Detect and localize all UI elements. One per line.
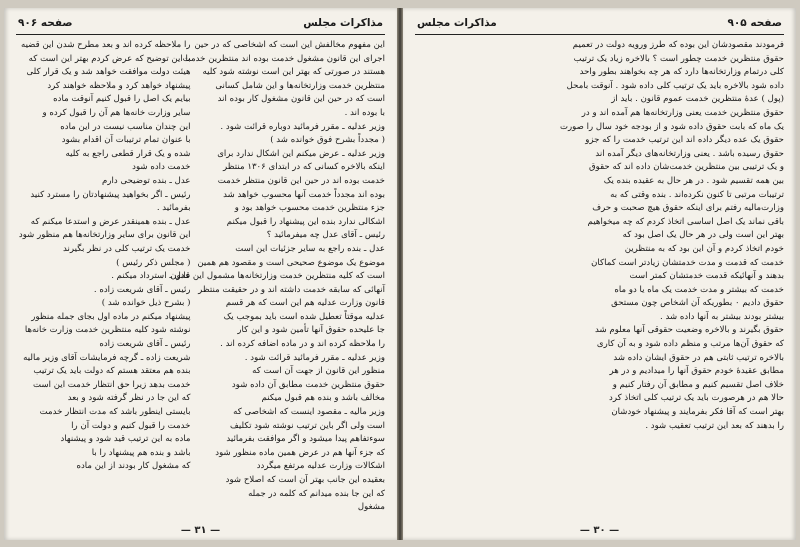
text-line: بهتر است که آقا فکر بفرمایند و پیشنهاد خودشان bbox=[611, 407, 784, 418]
text-line: شده و یک قرار قطعی راجع به کلیه bbox=[65, 148, 191, 159]
text-line: وزیر عدلیه ـ مقرر فرمائید قرائت شود . bbox=[244, 352, 385, 363]
left-page-number-label: صفحه ۹۰۶ bbox=[18, 17, 73, 29]
text-line: فرمودند مقصودشان این بوده که طرز ورویه دولت در تعمیم bbox=[572, 40, 784, 50]
left-page-running-title: مذاکرات مجلس bbox=[303, 17, 383, 29]
text-line: سایر وزارت خانه‌ها هم آن را قبول کرده و bbox=[42, 107, 191, 118]
text-line: خدمت را قبول کنیم و دولت آن را bbox=[71, 420, 191, 431]
text-line: اشکالات وزارت عدلیه مرتفع میگردد bbox=[256, 461, 385, 472]
right-page-footer-number: — ۳۰ — bbox=[579, 525, 620, 536]
text-line: است که کلیه منتظرین خدمت وزارتخانه‌ها مشمول این قانون bbox=[170, 271, 385, 282]
text-line: عدل ـ بنده همینقدر عرض و استدعا میکنم که bbox=[30, 216, 191, 227]
text-line: بنده هم معتقد هستم که دولت باید یک ترتیب bbox=[33, 366, 191, 377]
text-line: وزارت‌مالیه رفتم برای اینکه حقوق هیچ صحبت و حرف bbox=[592, 203, 784, 214]
text-line: داده شود بالاخره باید یک ترتیب کلی داده شود . آنوقت بامحل bbox=[566, 80, 784, 91]
left-page bbox=[4, 8, 397, 540]
left-page-header bbox=[16, 14, 385, 35]
text-line: که این جا بنده میدانم که کلمه در جمله bbox=[248, 488, 385, 499]
text-line: اشکالی ندارد بنده این پیشنهاد را قبول میکنم bbox=[226, 216, 385, 227]
text-line: باقی نماند یک اصل اساسی اتخاذ کردم که چه میخواهیم bbox=[587, 216, 784, 227]
text-line: بهتر این است ولی در هر حال یک اصل بود که bbox=[622, 230, 784, 241]
text-line: با بوده اند . bbox=[344, 107, 385, 118]
text-line: هستند در صورتی که بهتر این است نوشته شود کلیه bbox=[202, 67, 385, 78]
text-line: حقوق دادیم ۰ بطوریکه آن اشخاص چون مستحق bbox=[611, 298, 784, 309]
right-page-text bbox=[415, 39, 784, 433]
text-line: بدهند و آنهائیکه قدمت خدمتشان کمتر است bbox=[629, 271, 784, 282]
text-line: این چندان مناسب نیست در این ماده bbox=[60, 121, 191, 132]
text-line: پیشنهاد خواهد کرد و ملاحظه خواهند کرد bbox=[47, 80, 191, 91]
text-line: را بدهند که بعد این ترتیب تعقیب شود . bbox=[645, 420, 784, 431]
text-line: حقوق منتظرین خدمت چطور است ؟ بالاخره زیاد یک ترتیب bbox=[573, 53, 784, 64]
text-line: یک ماه که بابت حقوق داده شود و از بودجه خود سال را صورت bbox=[559, 121, 784, 132]
text-line: خلاف اصل تقسیم کنیم و مطابق آن رفتار کنیم و bbox=[612, 379, 784, 390]
text-line: وزیر مالیه ـ مقصود اینست که اشخاصی که bbox=[233, 407, 385, 418]
text-line: رئیس ـ اگر بخواهید پیشنهادتان را مسترد کنید bbox=[30, 189, 191, 200]
text-line: پیشنهاد میکنم در ماده اول بجای جمله منظور bbox=[31, 311, 191, 322]
text-line: شریعت زاده ـ گرچه فرمایشات آقای وزیر مالیه bbox=[23, 352, 191, 363]
right-page bbox=[403, 8, 796, 540]
text-line: رئیس ـ آقای شریعت زاده . bbox=[93, 284, 191, 295]
text-line: خدمت که بیشتر و مدت خدمت یک ماه یا دو ماه bbox=[614, 284, 784, 295]
text-line: که این جا در نظر گرفته شود و بعد bbox=[67, 393, 191, 404]
text-line: آنهائی که سابقه خدمت داشته اند و در حقیقت منتظر bbox=[198, 284, 385, 295]
text-line: را ملاحظه کرده اند و بعد مطرح شدن این قضیه bbox=[20, 40, 191, 50]
text-line: با این توضیح که عرض کردم بهتر این است که bbox=[28, 53, 191, 64]
text-line: موضوع یک موضوع صحیحی است و مقصود هم همین bbox=[197, 257, 385, 268]
left-page-column-left bbox=[16, 39, 191, 515]
text-line: مطابق عقیدهٔ خودم حقوق آنها را میدادیم و در هر bbox=[609, 366, 784, 377]
text-line: رئیس ـ آقای شریعت زاده bbox=[99, 339, 191, 350]
text-line: خدمت که قدمت و مدت خدمتشان زیادتر است کماکان bbox=[591, 257, 784, 268]
text-line: بوده اند مجدداً خدمت آنها محسوب خواهد شد bbox=[223, 189, 385, 200]
text-line: اینکه بالاخره کسانی که در ابتدای ۱۳۰۶ منتظر bbox=[223, 162, 385, 173]
text-line: اجرای این قانون مشغول خدمت بوده اند منتظرین خدمت bbox=[182, 53, 385, 64]
right-page-number-label: صفحه ۹۰۵ bbox=[727, 17, 782, 29]
right-page-header bbox=[415, 14, 784, 35]
text-line: با عنوان تمام ترتیبات آن اقدام بشود bbox=[61, 135, 191, 146]
text-line: منظور این قانون از جهت آن است که bbox=[252, 366, 385, 377]
text-line: مشغول bbox=[357, 502, 385, 513]
text-line: بیشتر بودند بیشتر به آنها داده شد . bbox=[659, 311, 784, 322]
text-line: حقوق منتظرین خدمت یعنی وزارتخانه‌ها هم آمده اند و در bbox=[581, 107, 784, 118]
text-line: و یک ترتیبی بین منتظرین خدمت‌شان داده اند که حقوق bbox=[588, 162, 784, 173]
text-line: باشد و بنده هم پیشنهاد را با bbox=[91, 447, 191, 458]
text-line: بالاخره ترتیب ثابتی هم در حقوق ایشان داده شد bbox=[613, 352, 784, 363]
text-line: حقوق رسیده باشد . یعنی وزارتخانه‌های دیگر آمده اند bbox=[595, 148, 784, 159]
text-line: که حقوق آن‌ها مرتب و منظم داده شود و به آن کاری bbox=[596, 339, 784, 350]
text-line: هیئت دولت موافقت خواهد شد و یک قرار کلی bbox=[26, 67, 191, 78]
text-line: ( مجدداً بشرح فوق خوانده شد ) bbox=[270, 135, 385, 146]
text-line: منتظرین خدمت وزارتخانه‌ها و این شامل کسانی bbox=[215, 80, 385, 91]
text-line: ترتیبات مرتبی تا کنون نکرده‌اند . بنده وقتی که به bbox=[610, 189, 784, 200]
text-line: جزء منتظرین خدمت محسوب خواهد بود و bbox=[234, 203, 385, 214]
text-line: قانون وزارت عدلیه هم این است که هر قسم bbox=[225, 298, 385, 309]
text-line: بیایم یک اصل را قبول کنیم آنوقت ماده bbox=[53, 94, 191, 105]
text-line: وزیر عدلیه ـ مقرر فرمائید دوباره قرائت شود . bbox=[220, 121, 385, 132]
text-line: مخالف باشد و بنده هم قبول میکنم bbox=[261, 393, 385, 404]
text-line: است ولی اگر باین ترتیب نوشته شود تکلیف bbox=[230, 420, 385, 431]
text-line: بایستی اینطور باشد که مدت انتظار خدمت bbox=[39, 407, 191, 418]
text-line: عدل ـ بنده راجع به سایر جزئیات این است bbox=[235, 243, 385, 254]
text-line: است که در حین این قانون مشغول کار بوده اند bbox=[217, 94, 385, 105]
text-line: خدمت داده شود bbox=[132, 162, 191, 173]
text-line: خودم اتخاذ کردم و آن این بود که به منتظرین bbox=[624, 243, 784, 254]
text-line: این مفهوم مخالفش این است که اشخاصی که در حین bbox=[194, 40, 385, 50]
text-line: ( مجلس ذکر رئیس ) bbox=[116, 257, 191, 268]
text-line: حقوق منتظرین خدمت مطابق آن داده شود bbox=[231, 379, 385, 390]
text-line: (پول ) عدهٔ منتظرین خدمت عموم قانون . باید از bbox=[611, 94, 784, 105]
text-line: عدلیه موقتاً تعطیل شده است باید بموجب یک bbox=[223, 311, 385, 322]
text-line: بفرمائید . bbox=[156, 203, 191, 214]
text-line: سوءتفاهم پیدا میشود و اگر موافقت بفرمائید bbox=[226, 434, 385, 445]
text-line: که جزء آنها هم در عرض همین ماده منظور شود bbox=[215, 447, 385, 458]
text-line: وزیر عدلیه ـ عرض میکنم این اشکال ندارد برای bbox=[217, 148, 385, 159]
text-line: حقوق یک عده دیگر داده اند این ترتیب خدمت را که جزو bbox=[585, 135, 784, 146]
text-line: جا علیحده حقوق آنها تأمین شود و این کار bbox=[237, 325, 385, 336]
right-page-running-title: مذاکرات مجلس bbox=[417, 17, 497, 29]
left-page-footer-number: — ۳۱ — bbox=[180, 525, 221, 536]
text-line: ( بشرح ذیل خوانده شد ) bbox=[101, 298, 191, 309]
text-line: بعقیده این جانب بهتر آن است که اصلاح شود bbox=[225, 475, 385, 485]
text-line: خدمت بدهد زیرا حق انتظار خدمت این است bbox=[33, 379, 191, 390]
text-line: عدل ـ استرداد میکنم . bbox=[111, 271, 191, 282]
text-line: رئیس ـ آقای عدل چه میفرمائید ؟ bbox=[266, 230, 385, 241]
text-line: نوشته شود کلیه منتظرین خدمت وزارت خانه‌ها bbox=[24, 325, 191, 336]
text-line: خدمت بوده اند در حین این قانون منتظر خدمت bbox=[217, 175, 385, 186]
text-line: را ملاحظه کرده اند و در ماده اضافه کرده اند . bbox=[220, 339, 385, 350]
text-line: حقوق بگیرند و بالاخره وضعیت حقوقی آنها معلوم شد bbox=[594, 325, 784, 336]
left-page-column-right bbox=[170, 39, 386, 515]
text-line: ماده به این ترتیب قید شود و پیشنهاد bbox=[60, 434, 191, 445]
text-line: خدمت یک ترتیب کلی در نظر بگیرند bbox=[62, 243, 191, 254]
text-line: حالا هم در هرصورت باید یک ترتیب کلی اتخاذ کرد bbox=[609, 393, 784, 404]
text-line: که مشغول کار بودند از این ماده bbox=[76, 461, 191, 472]
text-line: عدل ـ بنده توضیحی دارم bbox=[102, 175, 191, 186]
text-line: کلی درتمام وزارتخانه‌ها دارد که هر چه بخواهند بطور واحد bbox=[579, 67, 784, 78]
text-line: این قانون برای سایر وزارتخانه‌ها هم منظور شود bbox=[18, 230, 191, 241]
text-line: بین همه تقسیم شود . در هر حال به عقیده بنده یک bbox=[603, 175, 784, 186]
